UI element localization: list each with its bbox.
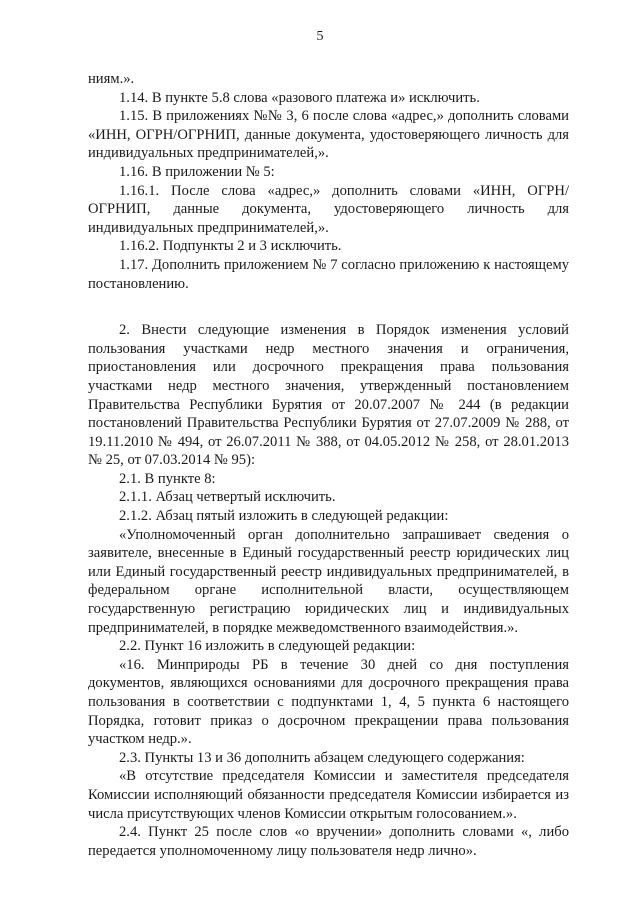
section-1-block <box>88 70 569 293</box>
paragraph: 2.2. Пункт 16 изложить в следующей редакции: <box>119 638 416 655</box>
paragraph: 1.16. В приложении № 5: <box>119 163 275 180</box>
paragraph: «Уполномоченный орган дополнительно запрашивает сведения о заявителе, внесенные в Единый государственный реестр юридических лиц или Единый государственный реестр индивидуальных предпринимателей, в федеральном органе исполнительной власти, осуществляющем государственную регистрацию юридических лиц и индивидуальных предпринимателей, в порядке межведомственного взаимодействия.». <box>88 526 569 636</box>
page-number: 5 <box>316 29 324 44</box>
paragraph: 1.14. В пункте 5.8 слова «разового платежа и» исключить. <box>119 89 480 106</box>
paragraph: 2.1.1. Абзац четвертый исключить. <box>119 489 336 506</box>
paragraph: 1.16.1. После слова «адрес,» дополнить словами «ИНН, ОГРН/ОГРНИП, данные документа, удостоверяющего личность для индивидуальных предпринимателей,». <box>88 182 569 236</box>
paragraph: 2.4. Пункт 25 после слов «о вручении» дополнить словами «, либо передается уполномоченному лицу пользователя недр лично». <box>88 824 569 859</box>
document-body <box>88 70 569 860</box>
paragraph: 1.17. Дополнить приложением № 7 согласно приложению к настоящему постановлению. <box>88 256 569 292</box>
paragraph: 1.15. В приложениях №№ 3, 6 после слова «адрес,» дополнить словами «ИНН, ОГРН/ОГРНИП, данные документа, удостоверяющего личность для индивидуальных предпринимателей,». <box>88 108 569 162</box>
section-gap <box>88 293 569 321</box>
paragraph: 2.1. В пункте 8: <box>119 470 216 487</box>
paragraph: 2.3. Пункты 13 и 36 дополнить абзацем следующего содержания: <box>119 749 525 766</box>
paragraph: «В отсутствие председателя Комиссии и заместителя председателя Комиссии исполняющий обязанности председателя Комиссии избирается из числа присутствующих членов Комиссии открытым голосованием.». <box>88 768 569 822</box>
paragraph: «16. Минприроды РБ в течение 30 дней со дня поступления документов, являющихся основаниями для досрочного прекращения права пользования в соответствии с подпунктами 1, 4, 5 пункта 6 настоящего Порядка, готовит приказ о досрочном прекращении права пользования участком недр.». <box>88 656 569 748</box>
paragraph: 2. Внести следующие изменения в Порядок изменения условий пользования участками недр местного значения и ограничения, приостановления или досрочного прекращения права пользования участками недр местного значения, утвержденный постановлением Правительства Республики Бурятия от 20.07.2007 № 244 (в редакции постановлений Правительства Республики Бурятия от 27.07.2009 № 288, от 19.11.2010 № 494, от 26.07.2011 № 388, от 04.05.2012 № 258, от 28.01.2013 № 25, от 07.03.2014 № 95): <box>88 322 569 469</box>
section-2-block <box>88 321 569 860</box>
paragraph: ниям.». <box>88 71 135 87</box>
paragraph: 2.1.2. Абзац пятый изложить в следующей редакции: <box>119 508 449 525</box>
paragraph: 1.16.2. Подпункты 2 и 3 исключить. <box>119 238 342 255</box>
